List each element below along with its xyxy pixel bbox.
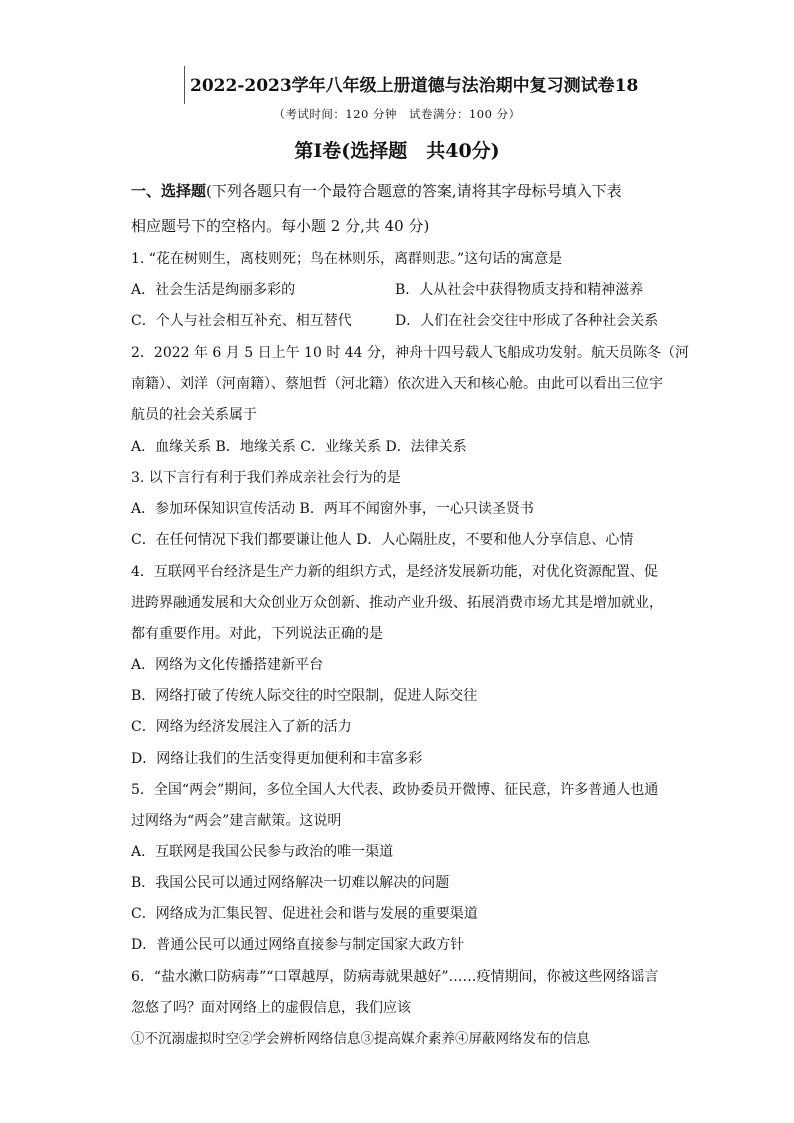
q5-option-c: C．网络成为汇集民智、促进社会和谐与发展的重要渠道 <box>131 906 478 922</box>
q4-option-d: D．网络让我们的生活变得更加便利和丰富多彩 <box>131 751 423 767</box>
q5-stem-2: 过网络为“两会”建言献策。这说明 <box>131 813 342 829</box>
binding-margin-line <box>184 66 185 104</box>
intro-text-1: (下列各题只有一个最符合题意的答案,请将其字母标号填入下表 <box>206 182 622 200</box>
q6-stem-2: 忽悠了吗？面对网络上的虚假信息，我们应该 <box>131 1000 411 1016</box>
q1-option-d: D．人们在社会交往中形成了各种社会关系 <box>395 313 659 329</box>
q5-option-b: B．我国公民可以通过网络解决一切难以解决的问题 <box>131 875 450 891</box>
q6-items: ①不沉溺虚拟时空②学会辨析网络信息③提高媒介素养④屏蔽网络发布的信息 <box>131 1031 590 1047</box>
q3-stem: 3. 以下言行有利于我们养成亲社会行为的是 <box>131 470 401 486</box>
exam-title: 2022-2023学年八年级上册道德与法治期中复习测试卷18 <box>190 76 639 96</box>
q1-option-a: A．社会生活是绚丽多彩的 <box>131 282 296 298</box>
q3-options-cd: C．在任何情况下我们都要谦让他人 D．人心隔肚皮，不要和他人分享信息、心情 <box>131 532 634 548</box>
q4-option-c: C．网络为经济发展注入了新的活力 <box>131 719 352 735</box>
exam-subtitle: （考试时间：120 分钟 试卷满分：100 分） <box>273 107 521 121</box>
intro-label: 一、选择题 <box>131 182 207 200</box>
q1-option-c: C．个人与社会相互补充、相互替代 <box>131 313 352 329</box>
intro-line-1 <box>131 182 622 200</box>
q5-stem-1: 5．全国“两会”期间，多位全国人大代表、政协委员开微博、征民意，许多普通人也通 <box>131 782 659 798</box>
q4-option-b: B．网络打破了传统人际交往的时空限制，促进人际交往 <box>131 688 478 704</box>
q4-option-a: A．网络为文化传播搭建新平台 <box>131 657 324 673</box>
q2-stem-3: 航员的社会关系属于 <box>131 407 257 423</box>
q5-option-a: A．互联网是我国公民参与政治的唯一渠道 <box>131 844 394 860</box>
intro-line-2: 相应题号下的空格内。每小题 2 分,共 40 分) <box>131 217 430 235</box>
q1-stem: 1. “花在树则生，离枝则死；鸟在林则乐，离群则悲。”这句话的寓意是 <box>131 251 563 267</box>
q4-stem-1: 4．互联网平台经济是生产力新的组织方式，是经济发展新功能，对优化资源配置、促 <box>131 564 658 580</box>
section-title: 第Ⅰ卷(选择题 共40分) <box>294 140 500 162</box>
q2-stem-2: 南籍）、刘洋（河南籍）、蔡旭哲（河北籍）依次进入天和核心舱。由此可以看出三位宇 <box>131 376 663 392</box>
q4-stem-2: 进跨界融通发展和大众创业万众创新、推动产业升级、拓展消费市场尤其是增加就业， <box>131 595 663 611</box>
q2-stem-1: 2．2022 年 6 月 5 日上午 10 时 44 分，神舟十四号载人飞船成功发射。航天员陈冬（河 <box>131 345 690 361</box>
q5-option-d: D．普通公民可以通过网络直接参与制定国家大政方针 <box>131 937 465 953</box>
q2-options: A．血缘关系 B．地缘关系 C．业缘关系 D．法律关系 <box>131 439 467 455</box>
q3-options-ab: A．参加环保知识宣传活动 B．两耳不闻窗外事，一心只读圣贤书 <box>131 501 534 517</box>
q4-stem-3: 都有重要作用。对此，下列说法正确的是 <box>131 626 383 642</box>
q6-stem-1: 6．“盐水漱口防病毒”“口罩越厚，防病毒就果越好”……疫情期间，你被这些网络谣言 <box>131 969 659 985</box>
q1-option-b: B．人从社会中获得物质支持和精神滋养 <box>395 282 644 298</box>
